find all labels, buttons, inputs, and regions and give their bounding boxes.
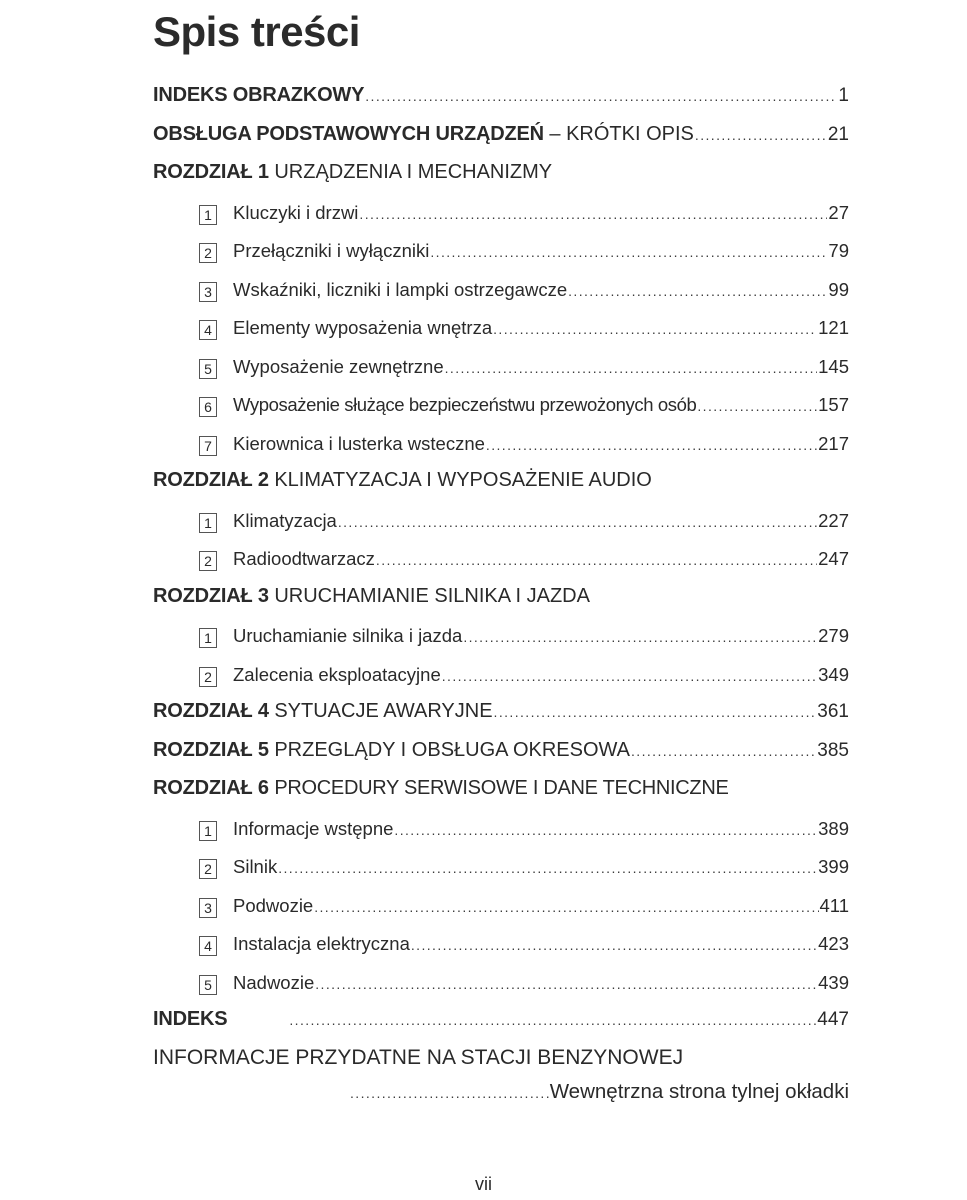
section-page: 411 [819, 894, 849, 916]
dot-leader [365, 85, 837, 107]
dot-leader [463, 626, 817, 648]
toc-chapter-6[interactable] [153, 771, 849, 810]
dot-leader [314, 896, 818, 918]
section-title: Elementy wyposażenia wnętrza [233, 317, 493, 338]
section-page: 145 [818, 355, 849, 377]
section-page: 389 [818, 817, 849, 839]
dot-leader [568, 280, 827, 302]
section-title: Zalecenia eksploatacyjne [233, 663, 441, 685]
page-number: vii [475, 1174, 492, 1194]
toc-section[interactable] [153, 925, 849, 964]
toc-entry-label-plain: – KRÓTKI OPIS [543, 122, 694, 145]
toc-section[interactable] [153, 656, 849, 695]
chapter-prefix: ROZDZIAŁ 5 [153, 738, 269, 761]
section-title: Wyposażenie służące bezpieczeństwu przewożonych osób [233, 394, 697, 415]
section-title: Instalacja elektryczna [233, 933, 410, 954]
section-page: 227 [818, 509, 849, 531]
section-title: Kluczyki i drzwi [233, 201, 359, 223]
toc-chapter-4[interactable] [153, 694, 849, 733]
section-number-box: 3 [199, 282, 217, 302]
chapter-prefix: ROZDZIAŁ 6 [153, 777, 269, 799]
section-title: Przełączniki i wyłączniki [233, 240, 430, 261]
section-page: 79 [828, 240, 849, 261]
section-page: 423 [818, 933, 849, 954]
section-number-box: 5 [199, 975, 217, 995]
section-page: 349 [818, 663, 849, 685]
section-number-box: 5 [199, 359, 217, 379]
dot-leader [411, 934, 817, 956]
section-page: 217 [818, 432, 849, 454]
chapter-title: SYTUACJE AWARYJNE [274, 700, 493, 722]
section-title: Silnik [233, 856, 278, 877]
dot-leader [278, 857, 817, 879]
toc-entry-stacja[interactable] [153, 1041, 849, 1077]
toc-entry-page: 447 [817, 1009, 849, 1030]
toc-entry-page: Wewnętrzna strona tylnej okładki [549, 1079, 849, 1103]
section-page: 247 [818, 548, 849, 569]
dot-leader [493, 318, 817, 340]
toc-section[interactable] [153, 271, 849, 310]
section-title: Radioodtwarzacz [233, 548, 375, 569]
chapter-prefix: ROZDZIAŁ 3 [153, 584, 269, 607]
chapter-prefix: ROZDZIAŁ 1 [153, 161, 269, 183]
dot-leader [430, 241, 827, 263]
toc-entry-label: INDEKS OBRAZKOWY [153, 84, 365, 106]
dot-leader [494, 701, 817, 723]
page-title: Spis treści [153, 8, 360, 55]
section-number-box: 1 [199, 821, 217, 841]
section-number-box: 7 [199, 436, 217, 456]
section-page: 399 [818, 856, 849, 877]
toc-entry-label: INDEKS [153, 1008, 228, 1030]
section-title: Podwozie [233, 894, 314, 916]
section-page: 99 [828, 278, 849, 300]
toc-section[interactable] [153, 386, 849, 425]
toc-chapter-2[interactable] [153, 463, 849, 502]
toc-entry-indeks[interactable] [153, 1002, 849, 1041]
toc-section[interactable] [153, 232, 849, 271]
section-number-box: 1 [199, 628, 217, 648]
toc-section[interactable] [153, 348, 849, 387]
section-number-box: 4 [199, 936, 217, 956]
section-page: 121 [818, 317, 849, 338]
chapter-title: URUCHAMIANIE SILNIKA I JAZDA [274, 584, 590, 607]
toc-entry-indeks-obrazkowy[interactable] [153, 78, 849, 117]
dot-leader [486, 434, 817, 456]
toc-entry-stacja-page-line[interactable] [153, 1077, 849, 1117]
section-number-box: 2 [199, 551, 217, 571]
dot-leader [338, 511, 817, 533]
section-title: Kierownica i lusterka wsteczne [233, 432, 485, 454]
section-title: Uruchamianie silnika i jazda [233, 625, 463, 646]
toc-section[interactable] [153, 194, 849, 233]
toc-entry-page: 1 [838, 85, 849, 106]
table-of-contents [153, 78, 849, 1117]
dot-leader [442, 665, 817, 687]
chapter-prefix: ROZDZIAŁ 2 [153, 469, 269, 491]
toc-entry-label: INFORMACJE PRZYDATNE NA STACJI BENZYNOWEJ [153, 1045, 684, 1069]
toc-chapter-5[interactable] [153, 733, 849, 772]
toc-section[interactable] [153, 810, 849, 849]
section-title: Nadwozie [233, 971, 315, 993]
toc-entry-label-bold: OBSŁUGA PODSTAWOWYCH URZĄDZEŃ [153, 122, 544, 145]
dot-leader [315, 973, 817, 995]
section-number-box: 1 [199, 513, 217, 533]
toc-chapter-1[interactable] [153, 155, 849, 194]
dot-leader [394, 819, 817, 841]
toc-section[interactable] [153, 848, 849, 887]
section-page: 157 [818, 394, 849, 415]
section-number-box: 3 [199, 898, 217, 918]
dot-leader [631, 740, 816, 762]
chapter-title: KLIMATYZACJA I WYPOSAŻENIE AUDIO [274, 469, 652, 491]
chapter-page: 385 [817, 739, 849, 761]
toc-entry-page: 21 [827, 123, 849, 145]
dot-leader [359, 203, 827, 225]
chapter-title: URZĄDZENIA I MECHANIZMY [274, 161, 553, 183]
toc-section[interactable] [153, 502, 849, 541]
dot-leader [695, 124, 827, 146]
toc-section[interactable] [153, 540, 849, 579]
dot-leader [289, 1009, 816, 1031]
section-number-box: 6 [199, 397, 217, 417]
section-number-box: 2 [199, 243, 217, 263]
toc-section[interactable] [153, 617, 849, 656]
section-title: Informacje wstępne [233, 817, 394, 839]
section-number-box: 2 [199, 667, 217, 687]
toc-section[interactable] [153, 309, 849, 348]
chapter-page: 361 [817, 701, 849, 722]
section-title: Wyposażenie zewnętrzne [233, 355, 444, 377]
toc-entry-obsluga[interactable] [153, 117, 849, 156]
toc-chapter-3[interactable] [153, 579, 849, 618]
chapter-prefix: ROZDZIAŁ 4 [153, 700, 269, 722]
chapter-title: PRZEGLĄDY I OBSŁUGA OKRESOWA [274, 738, 630, 761]
section-number-box: 2 [199, 859, 217, 879]
section-page: 439 [818, 971, 849, 993]
section-number-box: 4 [199, 320, 217, 340]
dot-leader [697, 395, 817, 417]
section-page: 27 [828, 201, 849, 223]
toc-section[interactable] [153, 425, 849, 464]
section-title: Wskaźniki, liczniki i lampki ostrzegawcze [233, 278, 568, 300]
chapter-title: PROCEDURY SERWISOWE I DANE TECHNICZNE [274, 777, 729, 799]
dot-leader [376, 549, 817, 571]
dot-leader [350, 1082, 549, 1104]
section-page: 279 [818, 625, 849, 646]
toc-section[interactable] [153, 887, 849, 926]
section-title: Klimatyzacja [233, 509, 337, 531]
section-number-box: 1 [199, 205, 217, 225]
toc-section[interactable] [153, 964, 849, 1003]
dot-leader [445, 357, 817, 379]
